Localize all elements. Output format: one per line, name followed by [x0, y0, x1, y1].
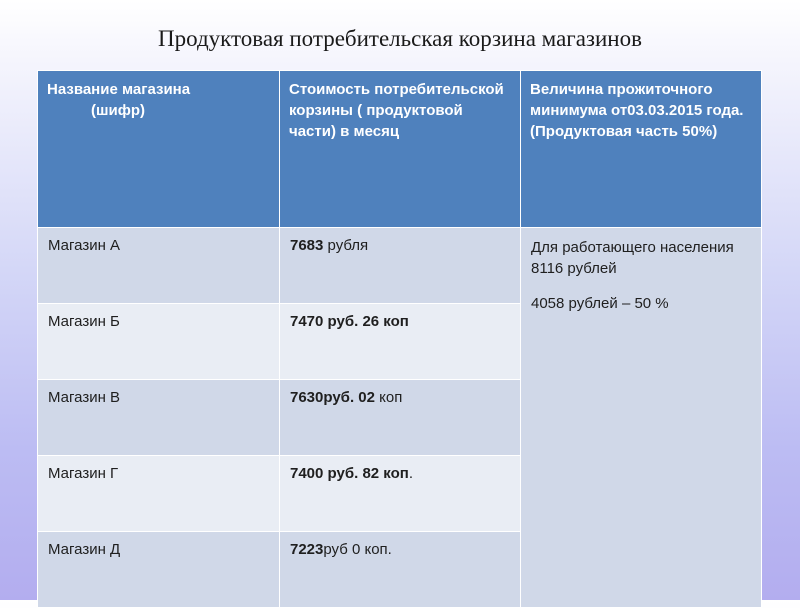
- header-cost: Стоимость потребительской корзины ( продуктовой части) в месяц: [280, 71, 521, 228]
- summary-working-population: Для работающего населения 8116 рублей: [531, 239, 734, 277]
- cost-unit: рубля: [323, 237, 369, 254]
- summary-food-part: 4058 рублей – 50 %: [531, 295, 669, 312]
- header-minimum: [521, 71, 762, 228]
- header-minimum-line1: Величина прожиточного минимума от03.03.2015 года.: [530, 81, 744, 119]
- cost-value: 7470 руб. 26 коп: [290, 313, 409, 330]
- shop-cell: Магазин А: [38, 228, 280, 304]
- header-shop-name: [38, 71, 280, 228]
- table-header-row: [38, 71, 762, 228]
- cost-cell: [280, 228, 521, 304]
- cost-value: 7400 руб. 82 коп: [290, 465, 409, 482]
- cost-unit: .: [408, 465, 413, 482]
- page-title: Продуктовая потребительская корзина магазинов: [158, 26, 642, 51]
- cost-cell: [280, 304, 521, 380]
- shop-cell: Магазин В: [38, 380, 280, 456]
- cost-value: 7223: [290, 541, 324, 558]
- cost-cell: [280, 456, 521, 532]
- shop-cell: Магазин Г: [38, 456, 280, 532]
- cost-value: 7630руб. 02: [290, 389, 375, 406]
- shop-cell: Магазин Б: [38, 304, 280, 380]
- cost-value: 7683: [290, 237, 324, 254]
- table-row: [38, 228, 762, 304]
- header-shop-name-line2: (шифр): [91, 102, 146, 119]
- shop-cell: Магазин Д: [38, 532, 280, 608]
- header-shop-name-line1: Название магазина: [47, 81, 191, 98]
- cost-cell: [280, 380, 521, 456]
- cost-unit: руб 0 коп.: [323, 541, 392, 558]
- header-minimum-line2: (Продуктовая часть 50%): [530, 123, 718, 140]
- minimum-summary-cell: [521, 228, 762, 608]
- cost-unit: коп: [374, 389, 403, 406]
- cost-cell: [280, 532, 521, 608]
- basket-table: [37, 70, 762, 608]
